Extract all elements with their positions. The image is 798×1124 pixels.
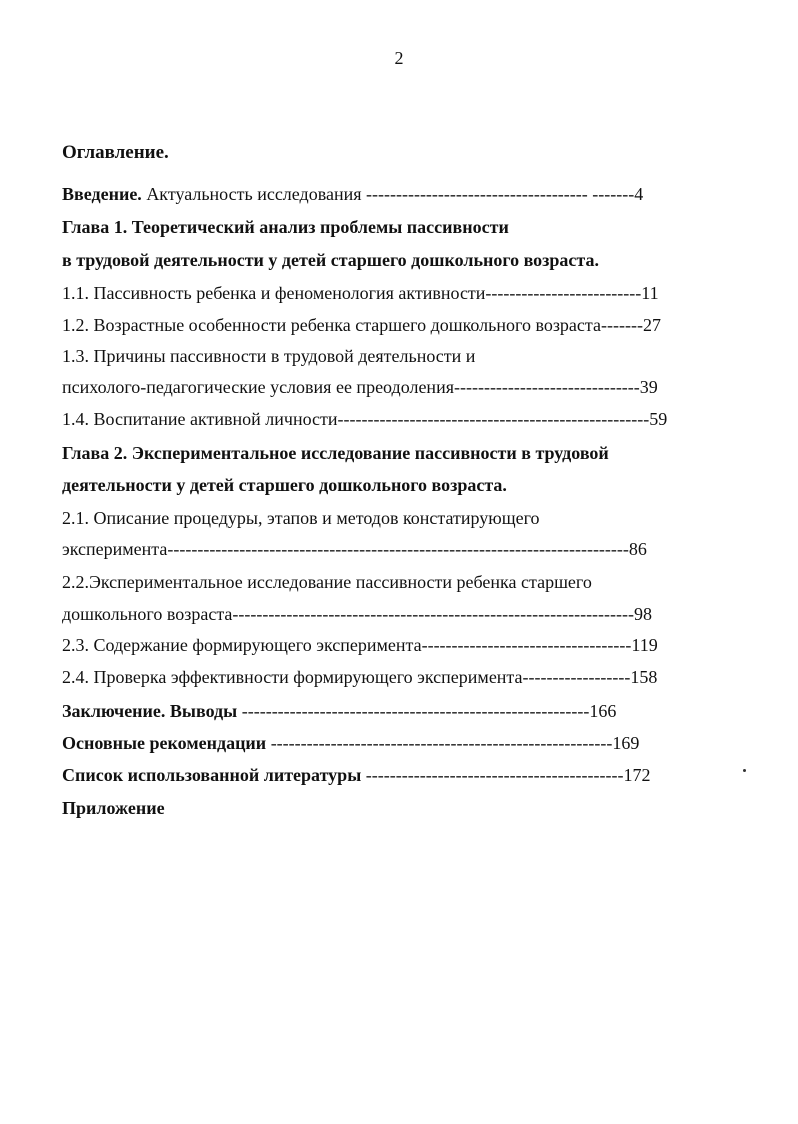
toc-entry-text: -------------------------------------------172 [361,765,651,785]
toc-entry-chapter-1 [62,216,509,238]
toc-entry-1-4 [62,408,667,430]
toc-entry-bold: деятельности у детей старшего дошкольного возраста. [62,475,507,495]
toc-entry-appendix [62,797,165,819]
toc-entry-bold: Введение. [62,184,142,204]
toc-entry-text: дошкольного возраста-------------------------------------------------------------------98 [62,604,653,624]
toc-entry-bold: Глава 2. Экспериментальное исследование пассивности в трудовой [62,443,609,463]
toc-entry-bold: Основные рекомендации [62,733,267,753]
toc-entry-conclusion [62,700,616,722]
toc-entry-text: Актуальность исследования ------------------------------------- -------4 [141,184,644,204]
toc-entry-text: 2.1. Описание процедуры, этапов и методов констатирующего [62,508,540,528]
toc-entry-text: психолого-педагогические условия ее преодоления-------------------------------39 [62,377,658,397]
toc-entry-chapter-2-cont [62,474,507,496]
toc-entry-bold: Заключение. Выводы [62,701,238,721]
toc-entry-bold: Приложение [62,798,165,818]
toc-entry-recommendations [62,732,639,754]
toc-entry-2-1-cont [62,538,647,560]
toc-entry-text: 2.3. Содержание формирующего эксперимента-----------------------------------119 [62,635,658,655]
toc-entry-text: 1.3. Причины пассивности в трудовой деятельности и [62,346,476,366]
toc-entry-1-3 [62,345,475,367]
toc-entry-text: эксперимента-----------------------------------------------------------------------------86 [62,539,647,559]
toc-entry-text: 2.2.Экспериментальное исследование пассивности ребенка старшего [62,572,592,592]
toc-entry-introduction [62,183,643,205]
toc-entry-2-1 [62,507,540,529]
toc-entry-1-1 [62,282,659,304]
toc-entry-text: 2.4. Проверка эффективности формирующего эксперимента------------------158 [62,667,658,687]
toc-entry-bold: Список использованной литературы [62,765,362,785]
toc-entry-2-3 [62,634,658,656]
toc-entry-2-2-cont [62,603,652,625]
toc-entry-2-2 [62,571,592,593]
toc-entry-2-4 [62,666,657,688]
toc-entry-text: 1.4. Воспитание активной личности----------------------------------------------------59 [62,409,668,429]
toc-entry-chapter-1-cont [62,249,599,271]
toc-entry-1-2 [62,314,661,336]
toc-entry-text: 1.1. Пассивность ребенка и феноменология активности--------------------------11 [62,283,659,303]
toc-entry-references [62,764,651,786]
toc-title: Оглавление. [62,142,169,163]
scan-speck [743,769,746,772]
toc-entry-text: ----------------------------------------------------------166 [237,701,617,721]
toc-entry-1-3-cont [62,376,658,398]
toc-entry-bold: Глава 1. Теоретический анализ проблемы пассивности [62,217,509,237]
toc-entry-text: 1.2. Возрастные особенности ребенка старшего дошкольного возраста-------27 [62,315,661,335]
page-number: 2 [394,48,404,68]
toc-entry-chapter-2 [62,442,609,464]
toc-entry-bold: в трудовой деятельности у детей старшего дошкольного возраста. [62,250,599,270]
toc-entry-text: ---------------------------------------------------------169 [266,733,640,753]
